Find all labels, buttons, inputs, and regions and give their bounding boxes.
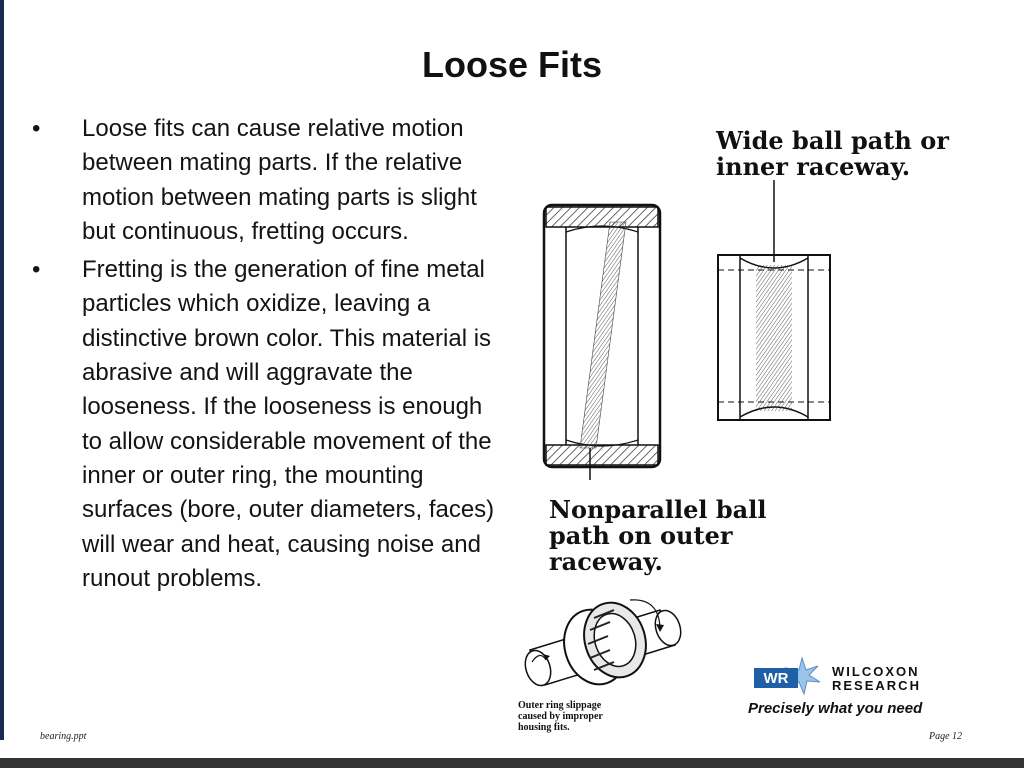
outer-ring-section <box>544 205 660 467</box>
wr-star-icon <box>752 656 977 696</box>
slippage-caption-line2: caused by improper <box>518 711 603 722</box>
bullet-item <box>30 112 505 249</box>
logo-mark-text: WR <box>763 670 789 687</box>
company-name-line2: RESEARCH <box>832 678 921 693</box>
slippage-caption-line1: Outer ring slippage <box>518 700 602 711</box>
footer-filename: bearing.ppt <box>40 731 87 742</box>
bullet-text: Loose fits can cause relative motion between mating parts. If the relative motion between mating parts is slight but continuous, fretting occurs. <box>82 115 477 245</box>
wilcoxon-logo <box>752 656 977 696</box>
caption-wide-line1: Wide ball path or <box>716 126 949 155</box>
company-name-line1: WILCOXON <box>832 664 920 679</box>
bullet-marker: • <box>32 256 41 284</box>
caption-nonparallel-line3: raceway. <box>549 547 663 576</box>
slippage-caption-line3: housing fits. <box>518 722 570 733</box>
caption-nonparallel-line2: path on outer <box>549 521 733 550</box>
caption-wide-line2: inner raceway. <box>716 152 911 181</box>
bullet-text: Fretting is the generation of fine metal particles which oxidize, leaving a distinctive brown color. This material is abrasive and will aggravate the looseness. If the looseness is enough to allow considerable movement of the inner or outer ring, the mounting surfaces (bore, outer diameters, faces) will wear and heat, causing noise and runout problems. <box>82 256 495 592</box>
raceway-diagram <box>530 180 860 480</box>
slide-left-border <box>0 0 4 740</box>
inner-ring-section <box>718 255 830 420</box>
slide-title: Loose Fits <box>421 44 603 85</box>
bullet-item <box>30 253 505 596</box>
footer-page-number: Page 12 <box>929 731 963 742</box>
bullet-list <box>30 112 505 600</box>
window-bottom-strip <box>0 758 1024 768</box>
caption-nonparallel-line1: Nonparallel ball <box>549 495 767 524</box>
tagline: Precisely what you need <box>748 700 923 717</box>
bullet-marker: • <box>32 115 41 142</box>
shaft-bearing-illustration <box>510 590 705 700</box>
